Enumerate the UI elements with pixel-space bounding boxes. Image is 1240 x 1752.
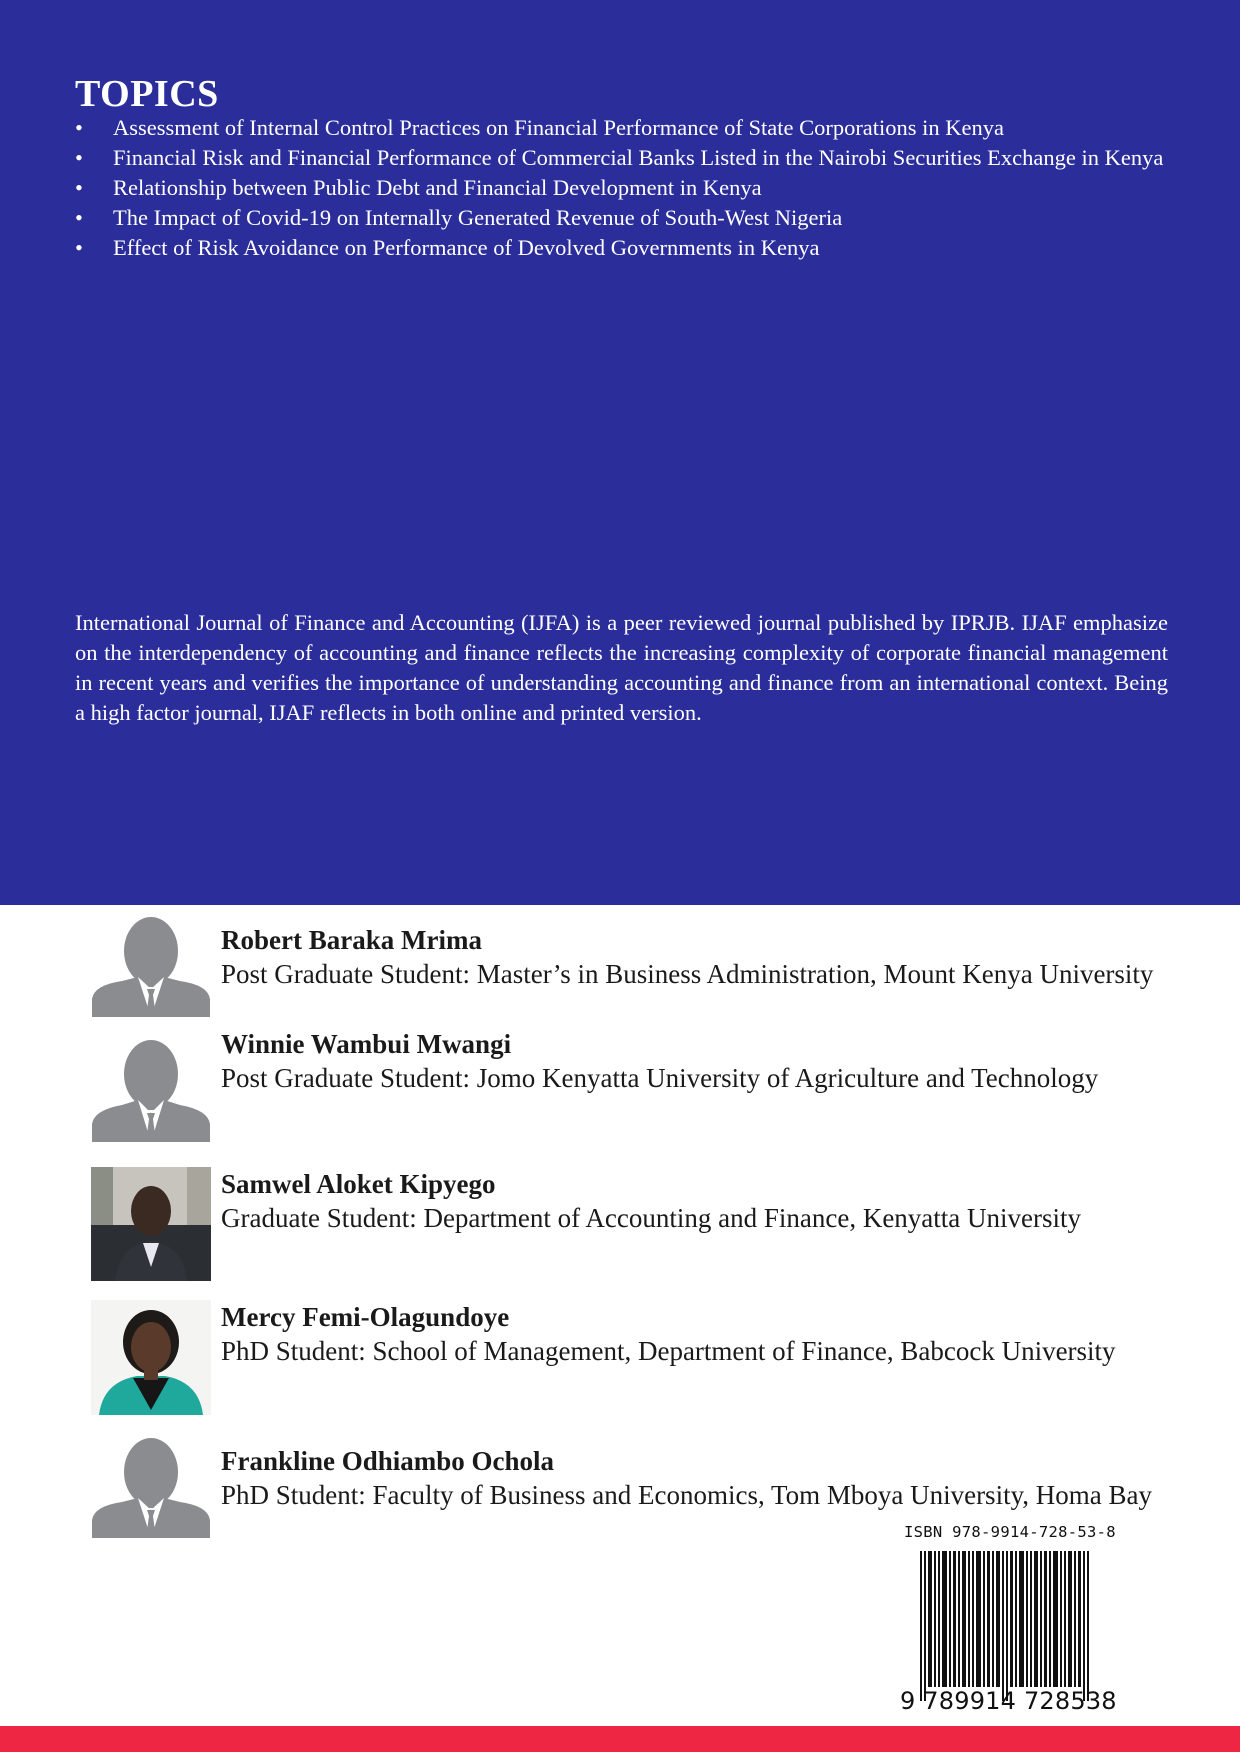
bullet-icon: •	[75, 145, 83, 170]
bullet-icon: •	[75, 235, 83, 260]
topic-text: The Impact of Covid-19 on Internally Generated Revenue of South-West Nigeria	[113, 205, 843, 230]
topic-item	[75, 173, 1170, 203]
topic-item	[75, 233, 1170, 263]
topic-item	[75, 143, 1170, 173]
journal-description: International Journal of Finance and Accounting (IJFA) is a peer reviewed journal published by IPRJB. IJAF emphasize on the interdependency of accounting and finance reflects the increasing complexity of corporate financial management in recent years and verifies the importance of understanding accounting and finance from an international context. Being a high factor journal, IJAF reflects in both online and printed version.	[75, 610, 1168, 725]
author-name: Samwel Aloket Kipyego	[221, 1169, 496, 1199]
author-info	[221, 1300, 1181, 1369]
author-photo	[91, 1167, 211, 1281]
topic-item	[75, 203, 1170, 233]
author-info	[221, 923, 1181, 992]
barcode-icon	[900, 1551, 1112, 1701]
topic-item	[75, 113, 1170, 143]
bullet-icon: •	[75, 115, 83, 140]
author-name: Mercy Femi-Olagundoye	[221, 1302, 510, 1332]
author-name: Frankline Odhiambo Ochola	[221, 1446, 555, 1476]
author-role: Post Graduate Student: Master’s in Business Administration, Mount Kenya University	[221, 959, 1154, 989]
topic-text: Effect of Risk Avoidance on Performance of Devolved Governments in Kenya	[113, 235, 820, 260]
author-info	[221, 1444, 1181, 1513]
isbn-label: ISBN 978-9914-728-53-8	[904, 1523, 1116, 1541]
author-name: Robert Baraka Mrima	[221, 925, 482, 955]
person-silhouette-icon	[92, 1038, 210, 1150]
bullet-icon: •	[75, 175, 83, 200]
barcode-digits: 9 789914 728538	[900, 1687, 1117, 1715]
author-info	[221, 1167, 1181, 1236]
isbn-barcode	[900, 1523, 1130, 1718]
topic-text: Financial Risk and Financial Performance of Commercial Banks Listed in the Nairobi Securities Exchange in Kenya	[113, 145, 1164, 170]
person-silhouette-icon	[92, 915, 210, 1027]
topics-list	[75, 113, 1170, 263]
topics-heading: TOPICS	[75, 73, 219, 115]
person-silhouette-icon	[92, 1436, 210, 1548]
bullet-icon: •	[75, 205, 83, 230]
author-role: Post Graduate Student: Jomo Kenyatta University of Agriculture and Technology	[221, 1063, 1099, 1093]
author-role: PhD Student: Faculty of Business and Economics, Tom Mboya University, Homa Bay	[221, 1480, 1153, 1510]
bottom-accent-stripe	[0, 1726, 1240, 1752]
author-role: PhD Student: School of Management, Department of Finance, Babcock University	[221, 1336, 1116, 1366]
author-photo	[91, 1300, 211, 1415]
author-name: Winnie Wambui Mwangi	[221, 1029, 512, 1059]
author-info	[221, 1027, 1181, 1096]
topic-text: Assessment of Internal Control Practices on Financial Performance of State Corporations in Kenya	[113, 115, 1005, 140]
topic-text: Relationship between Public Debt and Financial Development in Kenya	[113, 175, 762, 200]
author-role: Graduate Student: Department of Accounting and Finance, Kenyatta University	[221, 1203, 1082, 1233]
